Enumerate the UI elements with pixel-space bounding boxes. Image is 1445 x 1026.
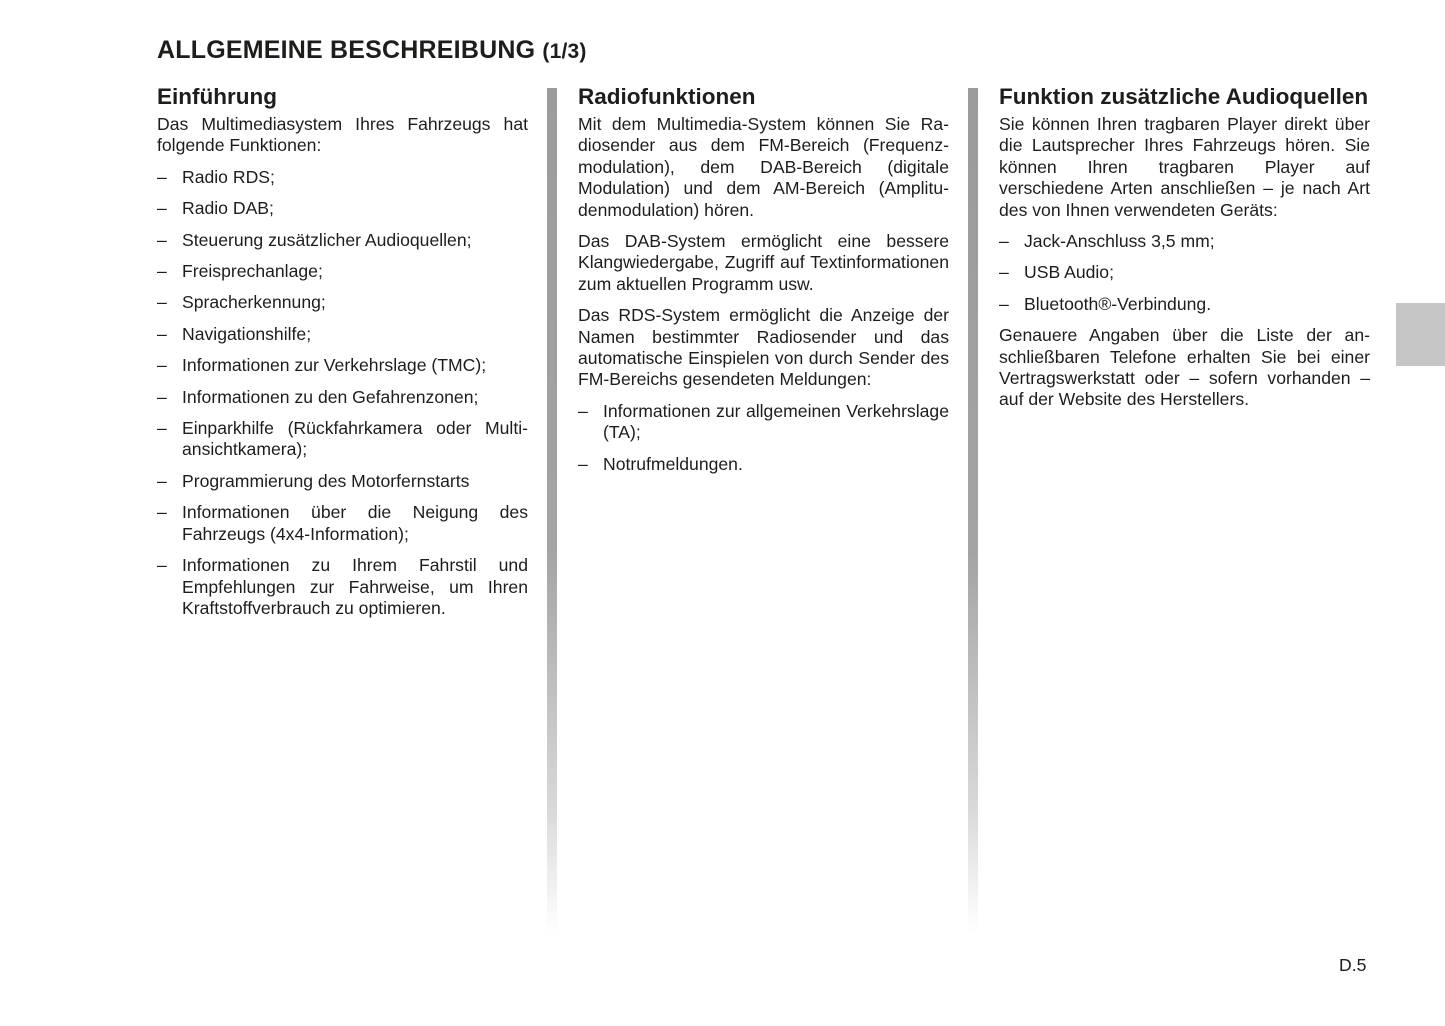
list-item: – Spracherkennung;	[157, 292, 326, 313]
column-divider	[547, 88, 557, 933]
list-item: – Informationen zu den Gefahrenzonen;	[157, 386, 479, 407]
page-title-part: (1/3)	[542, 40, 587, 63]
list-item: – Programmierung des Motorfernstarts	[157, 470, 470, 491]
list-item: – Notrufmeldungen.	[578, 453, 743, 474]
list-item: – Informationen zur allgemeinen Verkehrslage (TA);	[578, 400, 949, 443]
section-radiofunktionen	[578, 84, 949, 485]
list-item: – USB Audio;	[999, 262, 1114, 283]
page-number: D.5	[1339, 955, 1367, 975]
paragraph: Das DAB-System ermöglicht eine bessere Klangwiedergabe, Zugriff auf Textinformationen zum aktuellen Programm usw.	[578, 231, 949, 294]
paragraph: Mit dem Multimedia-System können Sie Radiosender aus dem FM-Bereich (Frequenzmodulation), dem DAB-Bereich (digitale Modulation) und dem AM-Bereich (Amplitudenmodulation) hören.	[578, 114, 949, 220]
list-item: – Navigationshilfe;	[157, 323, 312, 344]
page-title	[157, 36, 587, 65]
section-outro: Genauere Angaben über die Liste der anschließbaren Telefone erhalten Sie bei einer Vertragswerkstatt oder – sofern vorhanden – auf der Website des Herstellers.	[999, 325, 1370, 410]
list-item: – Radio RDS;	[157, 166, 275, 187]
list-item: – Einparkhilfe (Rückfahrkamera oder Multiansichtkamera);	[157, 418, 528, 460]
list-item: – Informationen zur Verkehrslage (TMC);	[157, 355, 487, 376]
list-item: – Bluetooth®-Verbindung.	[999, 293, 1212, 314]
section-einfuehrung	[157, 84, 528, 629]
section-intro: Sie können Ihren tragbaren Player direkt über die Lautsprecher Ihres Fahrzeugs hören. Sie können Ihren tragbaren Player auf verschiedene Arten anschließen – je nach Art des von Ihnen verwendeten Geräts:	[999, 114, 1370, 220]
section-intro: Das Multimediasystem Ihres Fahrzeugs hat folgende Funktionen:	[157, 114, 528, 156]
rds-list	[578, 401, 949, 475]
section-heading: Funktion zusätzliche Audioquellen	[999, 84, 1369, 109]
column-divider	[968, 88, 978, 933]
list-item: – Jack-Anschluss 3,5 mm;	[999, 231, 1215, 252]
list-item: – Informationen zu Ihrem Fahrstil und Empfehlungen zur Fahrweise, um Ihren Kraftstoffverbrauch zu optimieren.	[157, 555, 528, 618]
list-item: – Steuerung zusätzlicher Audioquellen;	[157, 229, 472, 250]
function-list	[157, 167, 528, 620]
list-item: – Radio DAB;	[157, 198, 274, 219]
connection-list	[999, 231, 1370, 315]
paragraph: Das RDS-System ermöglicht die Anzeige der Namen bestimmter Radiosender und das automatische Einspielen von durch Sender des FM-Bereichs gesendeten Meldungen:	[578, 305, 949, 390]
page-title-text: ALLGEMEINE BESCHREIBUNG	[157, 36, 536, 64]
section-heading: Radiofunktionen	[578, 84, 756, 109]
list-item: – Freisprechanlage;	[157, 261, 323, 282]
chapter-thumb-tab	[1396, 303, 1445, 366]
section-audioquellen	[999, 84, 1370, 421]
section-heading: Einführung	[157, 84, 277, 109]
list-item: – Informationen über die Neigung des Fahrzeugs (4x4-Information);	[157, 502, 528, 544]
